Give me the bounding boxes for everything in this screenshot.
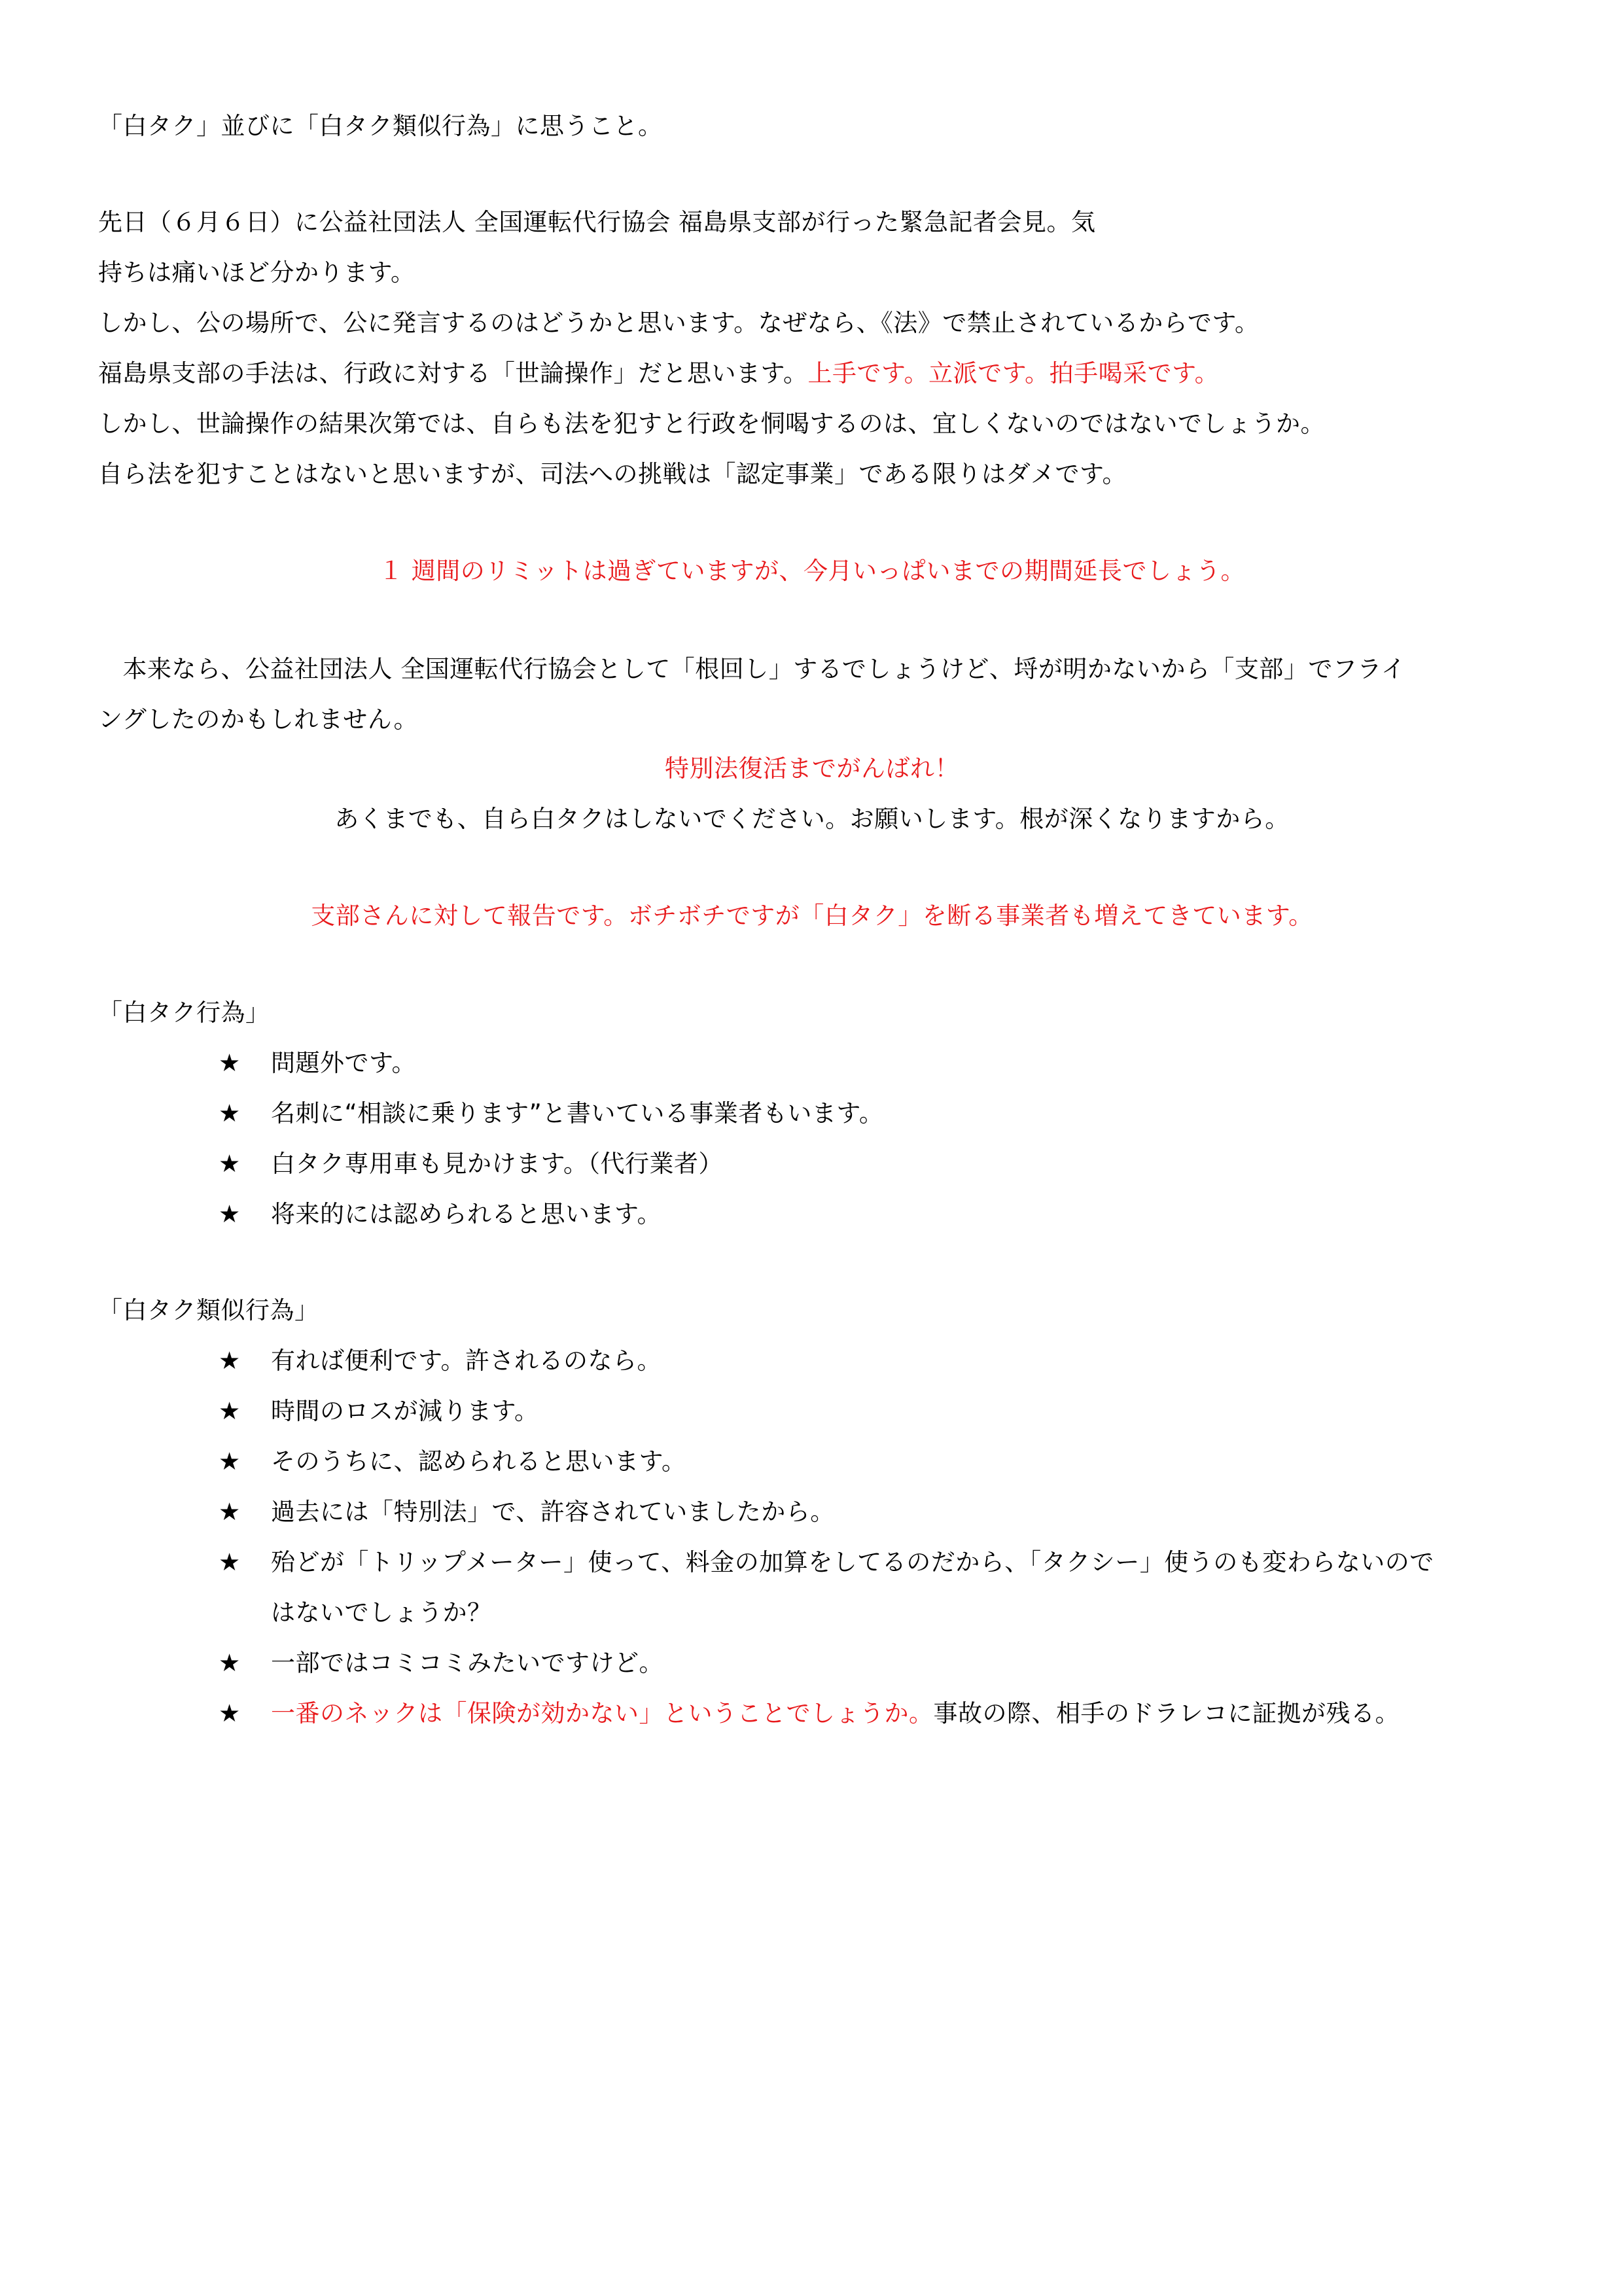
star-bullet-icon: ★	[219, 1347, 241, 1375]
report-line: 支部さんに対して報告です。ボチボチですが「白タク」を断る事業者も増えてきています。	[311, 902, 1313, 930]
list-item-text: 白タク専用車も見かけます。（代行業者）	[271, 1150, 724, 1178]
section-heading: 「白タク行為」	[98, 998, 270, 1027]
list-item-text: そのうちに、認められると思います。	[271, 1447, 686, 1475]
list-item	[271, 1097, 883, 1130]
list-item	[271, 1445, 686, 1478]
intro-text: しかし、公の場所で、公に発言するのはどうかと思います。なぜなら、《法》で禁止されているからです。	[98, 309, 1260, 337]
cheer-line: 特別法復活までがんばれ！	[665, 754, 959, 783]
intro-emphasis: 上手です。立派です。拍手喝采です。	[807, 359, 1220, 387]
intro-line	[98, 307, 1259, 340]
list-item	[271, 1395, 539, 1428]
list-item-text: 一部ではコミコミみたいですけど。	[271, 1649, 663, 1677]
star-bullet-icon: ★	[219, 1649, 241, 1677]
list-item-text: 過去には「特別法」で、許容されていましたから。	[271, 1498, 835, 1526]
list-item-text: 名刺に“相談に乗ります”と書いている事業者もいます。	[271, 1099, 884, 1127]
request-line: あくまでも、自ら白タクはしないでください。お願いします。根が深くなりますから。	[334, 805, 1290, 833]
intro-line	[98, 458, 1127, 491]
list-item-text: はないでしょうか？	[271, 1598, 492, 1627]
document-title: 「白タク」並びに「白タク類似行為」に思うこと。	[98, 112, 663, 140]
star-bullet-icon: ★	[219, 1200, 241, 1228]
star-bullet-icon: ★	[219, 1049, 241, 1077]
list-item-text: 将来的には認められると思います。	[271, 1200, 662, 1228]
list-item-text: 時間のロスが減ります。	[271, 1397, 539, 1425]
section-heading: 「白タク類似行為」	[98, 1296, 319, 1324]
intro-line	[98, 206, 1096, 239]
intro-text: 福島県支部の手法は、行政に対する「世論操作」だと思います。	[98, 359, 808, 387]
list-item-emphasis: 一番のネックは「保険が効かない」ということでしょうか。	[271, 1699, 934, 1727]
intro-text: 持ちは痛いほど分かります。	[98, 258, 415, 287]
star-bullet-icon: ★	[219, 1099, 241, 1127]
intro-line	[98, 256, 415, 289]
intro-line	[98, 357, 1219, 390]
intro-text: しかし、世論操作の結果次第では、自らも法を犯すと行政を恫喝するのは、宜しくないのではないでしょうか。	[98, 410, 1325, 438]
list-item	[271, 1546, 1434, 1579]
star-bullet-icon: ★	[219, 1699, 241, 1727]
list-item-text: 殆どが「トリップメーター」使って、料金の加算をしてるのだから、「タクシー」使うのも変わらないので	[271, 1548, 1434, 1576]
list-item	[271, 1148, 723, 1180]
list-item	[271, 1697, 1400, 1730]
list-item	[271, 1047, 416, 1080]
list-item-continuation	[271, 1597, 492, 1629]
paragraph-line: 本来なら、公益社団法人 全国運転代行協会として「根回し」するでしょうけど、埒が明かないから「支部」でフライ	[98, 655, 1406, 683]
star-bullet-icon: ★	[219, 1447, 241, 1475]
paragraph-line: ングしたのかもしれません。	[98, 705, 418, 733]
intro-text: 先日（６月６日）に公益社団法人 全国運転代行協会 福島県支部が行った緊急記者会見。気	[98, 208, 1096, 236]
list-item-text: 事故の際、相手のドラレコに証拠が残る。	[933, 1699, 1400, 1727]
list-item	[271, 1496, 835, 1528]
list-item-text: 有れば便利です。許されるのなら。	[271, 1347, 662, 1375]
star-bullet-icon: ★	[219, 1548, 241, 1576]
list-item	[271, 1647, 663, 1680]
star-bullet-icon: ★	[219, 1397, 241, 1425]
list-item-text: 問題外です。	[271, 1049, 417, 1077]
intro-text: 自ら法を犯すことはないと思いますが、司法への挑戦は「認定事業」である限りはダメです。	[98, 460, 1127, 488]
star-bullet-icon: ★	[219, 1150, 241, 1178]
intro-line	[98, 408, 1325, 440]
list-item	[271, 1198, 662, 1231]
limit-note: １ 週間のリミットは過ぎていますが、今月いっぱいまでの期間延長でしょう。	[378, 557, 1246, 585]
star-bullet-icon: ★	[219, 1498, 241, 1526]
list-item	[271, 1345, 662, 1377]
